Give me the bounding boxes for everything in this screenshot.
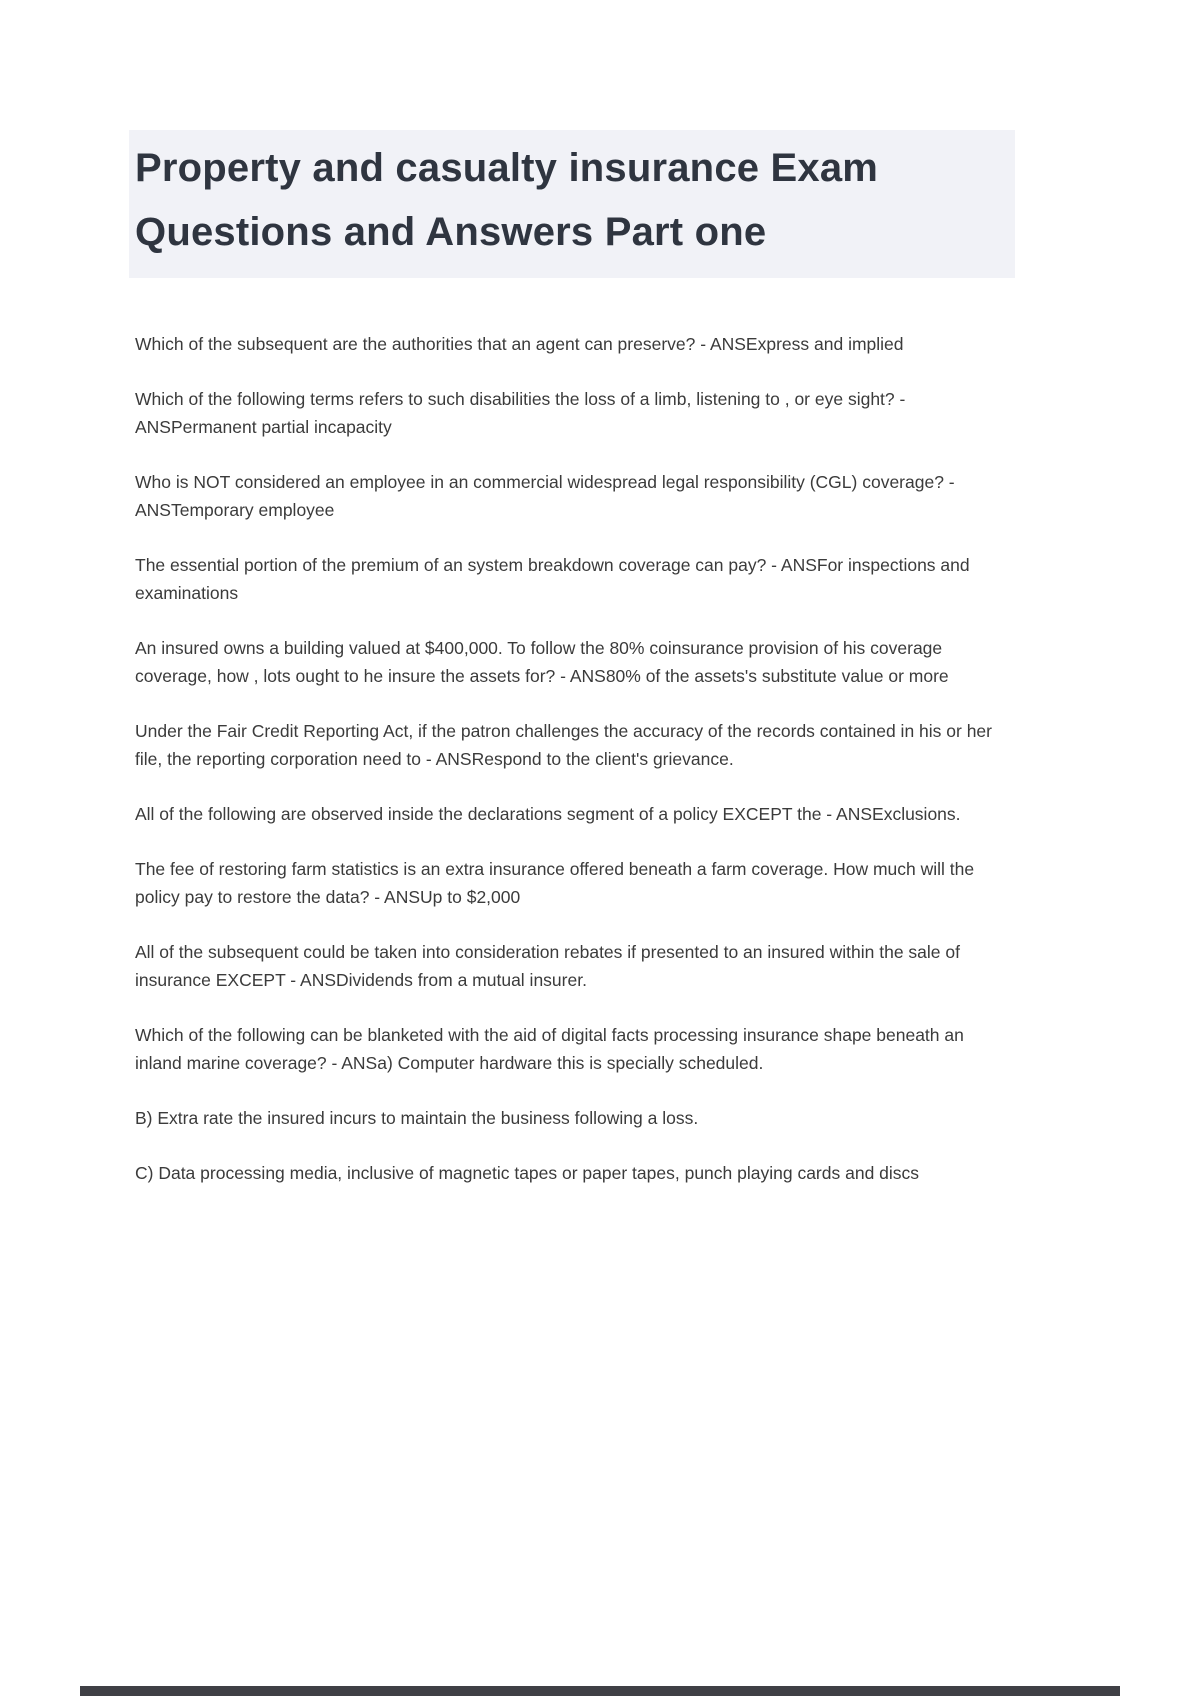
- qa-paragraph: All of the following are observed inside the declarations segment of a policy EXCEPT the - ANSExclusions.: [135, 804, 961, 824]
- qa-paragraph: C) Data processing media, inclusive of magnetic tapes or paper tapes, punch playing cards and discs: [135, 1163, 920, 1183]
- qa-paragraph: Which of the following terms refers to such disabilities the loss of a limb, listening to , or eye sight? - ANSPermanent partial incapacity: [135, 389, 906, 437]
- document-content: [135, 130, 1007, 1214]
- qa-paragraph: Which of the following can be blanketed with the aid of digital facts processing insurance shape beneath an inland marine coverage? - ANSa) Computer hardware this is specially scheduled.: [135, 1025, 964, 1073]
- qa-paragraphs: [135, 330, 1007, 1187]
- qa-paragraph: Under the Fair Credit Reporting Act, if the patron challenges the accuracy of the records contained in his or her file, the reporting corporation need to - ANSRespond to the client's grievance.: [135, 721, 992, 769]
- qa-paragraph: The fee of restoring farm statistics is an extra insurance offered beneath a farm coverage. How much will the policy pay to restore the data? - ANSUp to $2,000: [135, 859, 975, 907]
- page-title-line-2: Questions and Answers Part one: [135, 210, 767, 254]
- page-bottom-bar: [80, 1686, 1120, 1696]
- qa-paragraph: Which of the subsequent are the authorities that an agent can preserve? - ANSExpress and implied: [135, 334, 904, 354]
- qa-paragraph: B) Extra rate the insured incurs to maintain the business following a loss.: [135, 1108, 699, 1128]
- qa-paragraph: All of the subsequent could be taken into consideration rebates if presented to an insured within the sale of insurance EXCEPT - ANSDividends from a mutual insurer.: [135, 942, 960, 990]
- title-highlight-block: [129, 130, 1015, 278]
- qa-paragraph: An insured owns a building valued at $400,000. To follow the 80% coinsurance provision of his coverage coverage, how , lots ought to he insure the assets for? - ANS80% of the assets's substitute value or more: [135, 638, 949, 686]
- qa-paragraph: The essential portion of the premium of an system breakdown coverage can pay? - ANSFor inspections and examinations: [135, 555, 970, 603]
- qa-paragraph: Who is NOT considered an employee in an commercial widespread legal responsibility (CGL) coverage? - ANSTemporary employee: [135, 472, 955, 520]
- page-title-line-1: Property and casualty insurance Exam: [135, 146, 879, 190]
